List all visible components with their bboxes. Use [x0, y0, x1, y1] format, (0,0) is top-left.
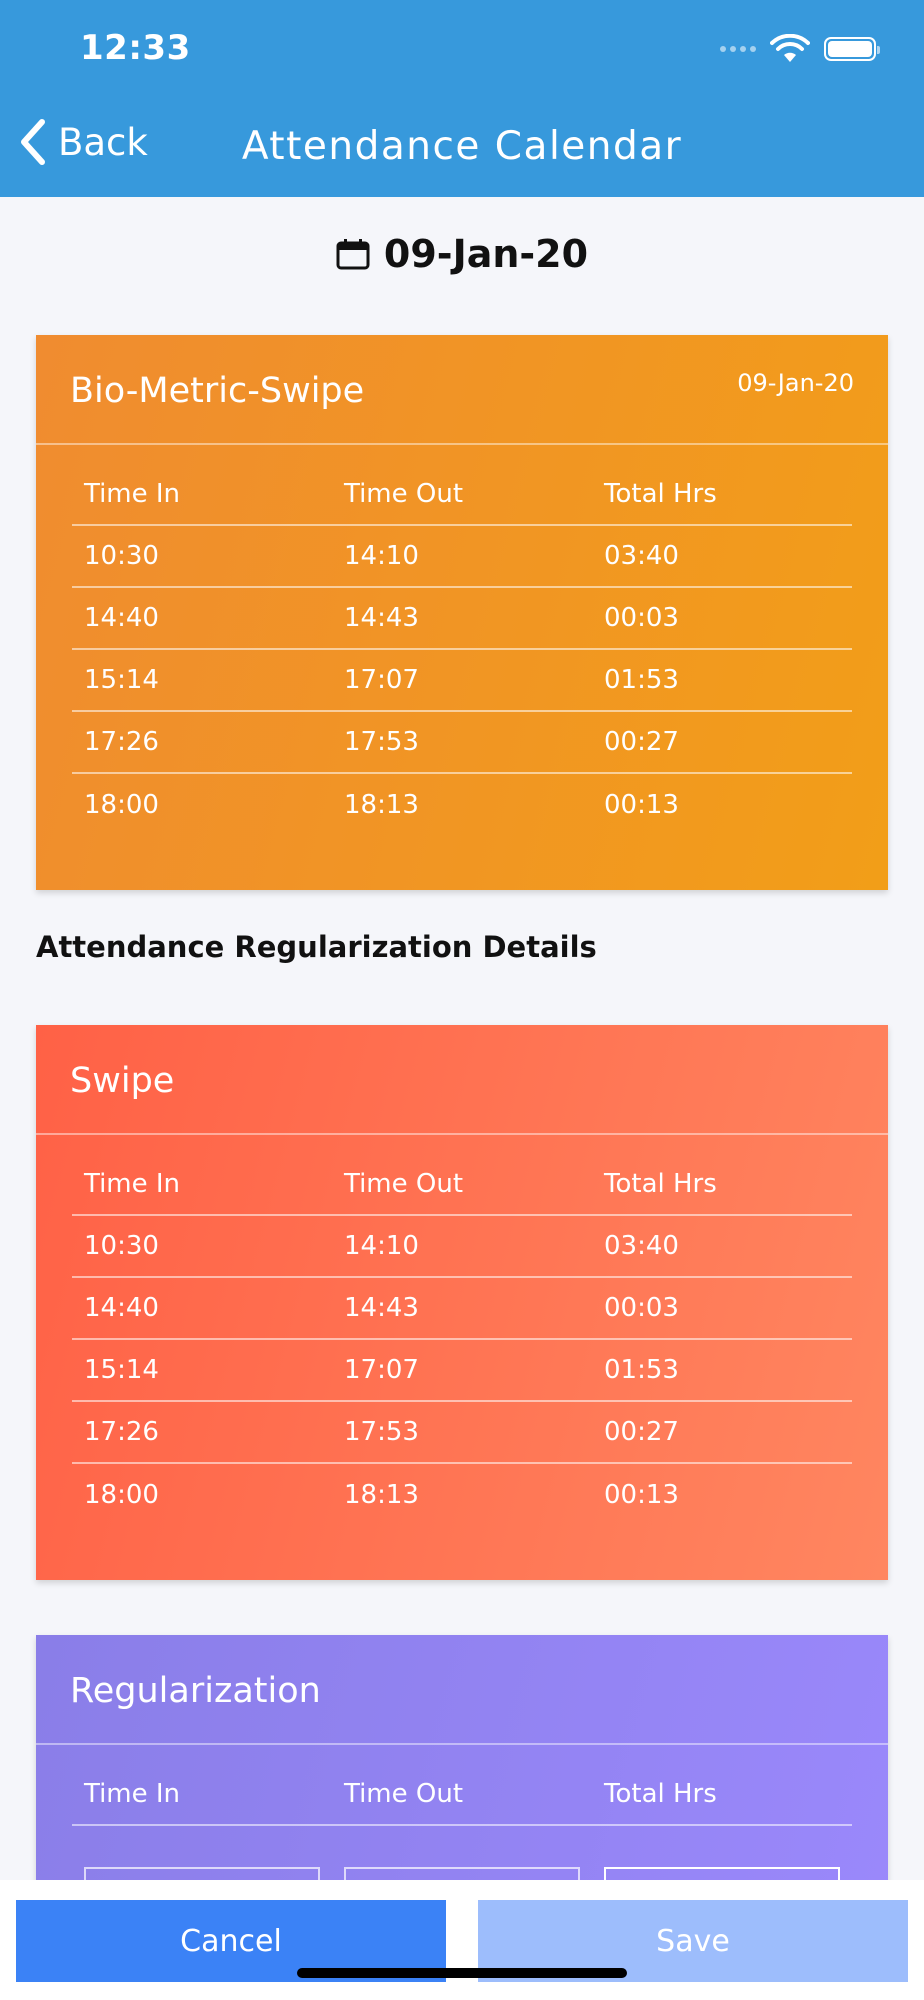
column-header-total-hrs: Total Hrs — [604, 479, 717, 509]
app-header — [0, 0, 924, 197]
total-hrs-cell: 00:13 — [604, 1480, 679, 1510]
table-row — [72, 1340, 852, 1402]
footer-bar — [0, 1880, 924, 2000]
total-hrs-cell: 00:13 — [604, 790, 679, 820]
regularization-table — [72, 1764, 852, 1826]
column-header-time-in: Time In — [84, 1169, 181, 1199]
table-row — [72, 774, 852, 836]
table-row — [72, 1402, 852, 1464]
status-icons — [720, 34, 876, 64]
selected-date: 09-Jan-20 — [383, 232, 589, 276]
calendar-icon — [336, 237, 370, 271]
column-header-total-hrs: Total Hrs — [604, 1169, 717, 1199]
table-row — [72, 588, 852, 650]
status-time: 12:33 — [80, 28, 191, 68]
total-hrs-cell: 01:53 — [604, 1355, 679, 1385]
time-in-cell: 18:00 — [84, 1480, 159, 1510]
battery-icon — [824, 37, 876, 61]
table-header-row — [72, 1764, 852, 1826]
cancel-button[interactable]: Cancel — [16, 1900, 446, 1982]
column-header-time-out: Time Out — [344, 1169, 464, 1199]
time-out-cell: 17:53 — [344, 727, 419, 757]
card-header — [36, 335, 888, 445]
card-header — [36, 1635, 888, 1745]
total-hrs-cell: 03:40 — [604, 1231, 679, 1261]
table-row — [72, 712, 852, 774]
column-header-time-out: Time Out — [344, 479, 464, 509]
table-header-row — [72, 464, 852, 526]
time-in-cell: 17:26 — [84, 727, 159, 757]
card-header — [36, 1025, 888, 1135]
time-in-cell: 10:30 — [84, 1231, 159, 1261]
time-in-cell: 17:26 — [84, 1417, 159, 1447]
time-in-cell: 15:14 — [84, 1355, 159, 1385]
time-out-cell: 18:13 — [344, 1480, 419, 1510]
time-out-cell: 18:13 — [344, 790, 419, 820]
table-header-row — [72, 1154, 852, 1216]
swipe-table — [72, 464, 852, 836]
save-button[interactable]: Save — [478, 1900, 908, 1982]
time-in-cell: 15:14 — [84, 665, 159, 695]
column-header-time-out: Time Out — [344, 1779, 464, 1809]
total-hrs-cell: 00:27 — [604, 1417, 679, 1447]
time-out-cell: 14:10 — [344, 541, 419, 571]
total-hrs-cell: 01:53 — [604, 665, 679, 695]
time-in-cell: 18:00 — [84, 790, 159, 820]
swipe-card — [36, 1025, 888, 1580]
table-row — [72, 1278, 852, 1340]
cellular-signal-icon — [720, 46, 756, 52]
swipe-table — [72, 1154, 852, 1526]
wifi-icon — [770, 34, 810, 64]
time-in-cell: 14:40 — [84, 603, 159, 633]
time-out-cell: 17:07 — [344, 1355, 419, 1385]
total-hrs-cell: 00:03 — [604, 1293, 679, 1323]
biometric-swipe-card — [36, 335, 888, 890]
card-title: Swipe — [70, 1061, 175, 1101]
section-heading: Attendance Regularization Details — [36, 930, 597, 964]
table-row — [72, 1464, 852, 1526]
time-out-cell: 14:10 — [344, 1231, 419, 1261]
card-title: Regularization — [70, 1671, 321, 1711]
card-date: 09-Jan-20 — [737, 369, 854, 397]
time-out-cell: 14:43 — [344, 603, 419, 633]
table-row — [72, 1216, 852, 1278]
time-in-cell: 10:30 — [84, 541, 159, 571]
page-title: Attendance Calendar — [241, 124, 683, 169]
total-hrs-cell: 00:27 — [604, 727, 679, 757]
total-hrs-cell: 03:40 — [604, 541, 679, 571]
time-out-cell: 17:07 — [344, 665, 419, 695]
time-out-cell: 14:43 — [344, 1293, 419, 1323]
total-hrs-cell: 00:03 — [604, 603, 679, 633]
column-header-total-hrs: Total Hrs — [604, 1779, 717, 1809]
column-header-time-in: Time In — [84, 479, 181, 509]
home-indicator — [297, 1968, 627, 1978]
table-row — [72, 650, 852, 712]
card-title: Bio-Metric-Swipe — [70, 371, 365, 411]
time-out-cell: 17:53 — [344, 1417, 419, 1447]
column-header-time-in: Time In — [84, 1779, 181, 1809]
table-row — [72, 526, 852, 588]
time-in-cell: 14:40 — [84, 1293, 159, 1323]
back-label: Back — [58, 120, 148, 164]
date-selector[interactable] — [0, 232, 924, 276]
